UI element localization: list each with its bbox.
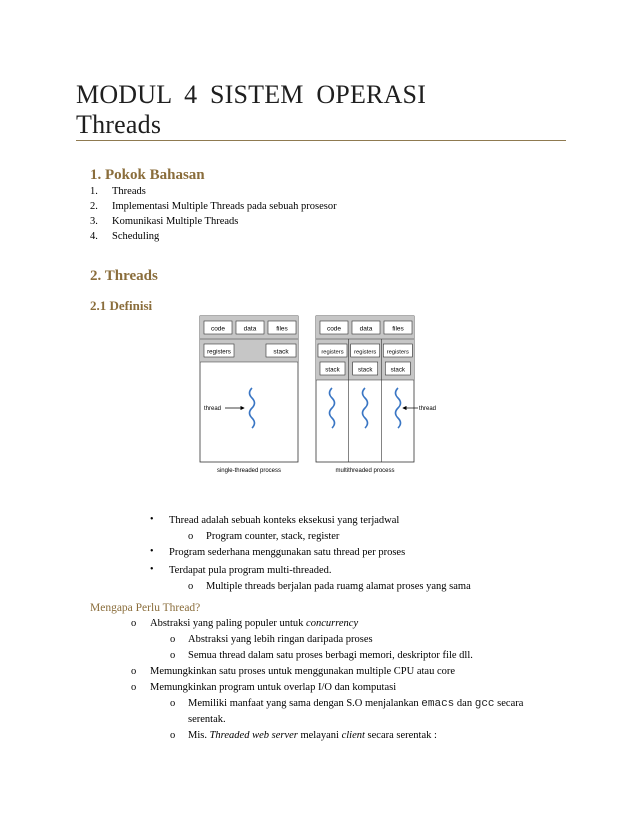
multithreaded-process <box>316 316 436 474</box>
registers-label: registers <box>386 349 409 356</box>
section-1-heading: 1. Pokok Bahasan <box>90 167 205 183</box>
multi-caption: multithreaded process <box>335 468 395 474</box>
circle-marker: o <box>170 730 176 741</box>
title-line-2: Threads <box>76 110 162 139</box>
circle-marker: o <box>131 666 137 677</box>
circle-marker: o <box>188 581 194 592</box>
circle-marker: o <box>170 634 176 645</box>
bullet-marker: • <box>150 564 154 575</box>
why-subitem-continuation: serentak. <box>188 714 226 725</box>
sub-bullet-text: Program counter, stack, register <box>206 531 340 542</box>
bullet-marker: • <box>150 546 154 557</box>
list-item: 2. Implementasi Multiple Threads pada sebuah prosesor <box>90 201 337 212</box>
list-item: 4. Scheduling <box>90 231 160 242</box>
circle-marker: o <box>170 698 176 709</box>
list-item: 3. Komunikasi Multiple Threads <box>90 216 239 227</box>
topic-list <box>90 184 337 244</box>
why-heading: Mengapa Perlu Thread? <box>90 602 201 614</box>
thread-label: thread <box>204 406 222 412</box>
circle-marker: o <box>170 650 176 661</box>
subsection-heading: 2.1 Definisi <box>90 298 153 313</box>
why-item: Memungkinkan satu proses untuk menggunakan multiple CPU atau core <box>150 666 456 677</box>
single-caption: single-threaded process <box>216 468 282 474</box>
circle-marker: o <box>131 618 137 629</box>
why-subitem: Semua thread dalam satu proses berbagi memori, deskriptor file dll. <box>188 650 473 661</box>
stack-label: stack <box>325 366 340 374</box>
section-2-heading: 2. Threads <box>90 268 158 284</box>
list-item: 1. Threads <box>90 186 146 197</box>
why-item: Abstraksi yang paling populer untuk concurrency <box>150 618 359 629</box>
title-divider <box>76 140 566 141</box>
registers-label: registers <box>207 348 231 356</box>
code-label: code <box>326 325 342 333</box>
registers-label: registers <box>354 349 377 356</box>
sub-bullet-text: Multiple threads berjalan pada ruamg alamat proses yang sama <box>206 581 471 592</box>
data-label: data <box>359 325 373 333</box>
stack-label: stack <box>273 348 289 356</box>
bullet-marker: • <box>150 514 154 525</box>
single-threaded-process <box>200 316 298 474</box>
bullet-text: Terdapat pula program multi-threaded. <box>169 565 332 576</box>
why-subitem: Mis. Threaded web server melayani client secara serentak : <box>188 730 437 741</box>
data-label: data <box>243 325 257 333</box>
title-line-1: MODUL 4 SISTEM OPERASI <box>76 80 427 109</box>
stack-label: stack <box>357 366 373 374</box>
why-item: Memungkinkan program untuk overlap I/O dan komputasi <box>150 682 397 693</box>
thread-diagram <box>196 312 444 480</box>
why-subitem: Abstraksi yang lebih ringan daripada proses <box>188 634 373 645</box>
document-title <box>76 80 426 140</box>
circle-marker: o <box>131 682 137 693</box>
files-label: files <box>276 325 288 333</box>
bullet-text: Thread adalah sebuah konteks eksekusi yang terjadwal <box>169 515 400 526</box>
registers-label: registers <box>321 349 344 356</box>
bullet-text: Program sederhana menggunakan satu thread per proses <box>169 547 406 558</box>
thread-label: thread <box>419 406 437 412</box>
stack-label: stack <box>390 366 406 374</box>
code-label: code <box>210 325 226 333</box>
circle-marker: o <box>188 531 194 542</box>
files-label: files <box>392 325 404 333</box>
why-subitem: Memiliki manfaat yang sama dengan S.O menjalankan emacs dan gcc secara <box>188 698 524 710</box>
